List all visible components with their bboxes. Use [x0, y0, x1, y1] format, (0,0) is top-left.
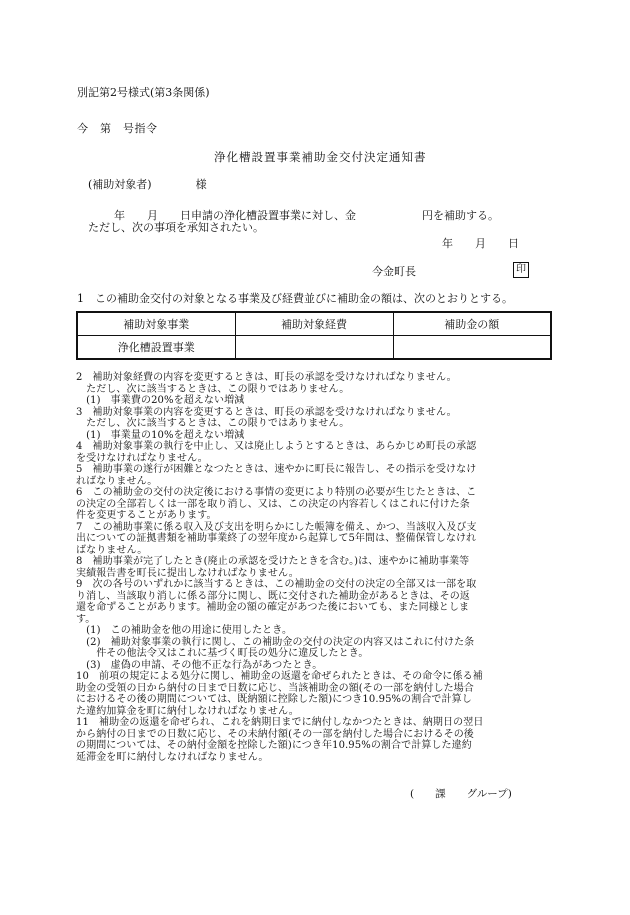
clause-line: (1) 事業費の20%を超えない増減 — [76, 395, 245, 406]
clause-line: 実績報告書を町長に提出しなければなりません。 — [76, 567, 299, 579]
mayor-signature: 今金町長 — [372, 265, 416, 278]
clause-line: 出についての証拠書類を補助事業終了の翌年度から起算して5年間は、整備保管しなけれ — [76, 533, 477, 544]
clause-line: ばなりません。 — [76, 544, 148, 556]
cell-amount — [393, 336, 551, 360]
clause-line: 6 この補助金の交付の決定後における事情の変更により特別の必要が生じたときは、こ — [76, 487, 477, 498]
grant-table — [76, 311, 552, 360]
header-target-expense: 補助対象経費 — [235, 312, 393, 336]
clause-line: の期間については、その納付金額を控除した額)につき年10.95%の割合で計算した違約 — [76, 740, 472, 751]
form-label: 別記第2号様式(第3条関係) — [77, 86, 210, 99]
cell-project: 浄化槽設置事業 — [77, 336, 235, 360]
clause-line: 延滞金を町に納付しなければなりません。 — [76, 751, 269, 763]
department-footer: ( 課 グループ) — [410, 788, 512, 800]
clause-line: 11 補助金の返還を命ぜられ、これを納期日までに納付しなかつたときは、納期日の翌日 — [76, 717, 484, 728]
seal-mark: 印 — [513, 262, 529, 278]
clause-line: 5 補助事業の遂行が困難となつたときは、速やかに町長に報告し、その指示を受けなけ — [76, 464, 477, 475]
clause-line: 還を命ずることがあります。補助金の額の確定があつた後においても、また同様としま — [76, 602, 470, 613]
table-header-row — [77, 312, 551, 336]
clause-line: の決定の全部若しくは一部を取り消し、又は、この決定の内容若しくはこれに付けた条 — [76, 498, 470, 510]
clause-line: から納付の日までの日数に応じ、その未納付額(その一部を納付した場合におけるその後 — [76, 728, 474, 740]
clause-line: 助金の受領の日から納付の日まで日数に応じ、当該補助金の額(その一部を納付した場合 — [76, 682, 474, 694]
clause-line: を受けなければなりません。 — [76, 452, 208, 464]
clause-line: 件を変更することがあります。 — [76, 510, 217, 521]
clause-line: 3 補助対象事業の内容を変更するときは、町長の承認を受けなければなりません。 — [76, 406, 457, 418]
clause-line: ればなりません。 — [76, 475, 158, 487]
clause-line: た違約加算金を町に納付しなければなりません。 — [76, 705, 299, 717]
clause-line: 7 この補助事業に係る収入及び支出を明らかにした帳簿を備え、かつ、当該収入及び支 — [76, 521, 477, 533]
document-title: 浄化槽設置事業補助金交付決定通知書 — [214, 150, 427, 164]
clause-line: 件その他法令又はこれに基づく町長の処分に違反したとき。 — [76, 648, 369, 659]
grant-statement: 年 月 日申請の浄化槽設置事業に対し、金 円を補助する。 — [114, 209, 499, 222]
clause-line: (2) 補助対象事業の執行に関し、この補助金の交付の決定の内容又はこれに付けた条 — [76, 636, 475, 648]
clause-line: (3) 虚偽の申請、その他不正な行為があつたとき。 — [76, 659, 323, 671]
clause-line: におけるその後の期間については、既納額に控除した額)につき10.95%の割合で計算し — [76, 694, 472, 705]
clause-line: 2 補助対象経費の内容を変更するときは、町長の承認を受けなければなりません。 — [76, 372, 457, 383]
clause-line: 10 前項の規定による処分に関し、補助金の返還を命ぜられたときは、その命令に係る補 — [76, 671, 483, 682]
issue-date: 年 月 日 — [442, 237, 519, 250]
clause-line: す。 — [76, 613, 96, 625]
table-row — [77, 336, 551, 360]
clause-line: (1) 事業量の10%を超えない増減 — [76, 429, 245, 441]
clause-line: ただし、次に該当するときは、この限りではありません。 — [76, 418, 350, 429]
cell-expense — [235, 336, 393, 360]
clause-line: 4 補助対象事業の執行を中止し、又は廃止しようとするときは、あらかじめ町長の承認 — [76, 441, 477, 452]
clause-line: 8 補助事業が完了したとき(廃止の承認を受けたときを含む。)は、速やかに補助事業等 — [76, 556, 470, 567]
clause-line: り消し、当該取り消しに係る部分に関し、既に交付された補助金があるときは、その返 — [76, 590, 470, 602]
header-grant-amount: 補助金の額 — [393, 312, 551, 336]
header-target-project: 補助対象事業 — [77, 312, 235, 336]
proviso-statement: ただし、次の事項を承知されたい。 — [88, 221, 264, 234]
document-number: 今 第 号指令 — [77, 122, 158, 135]
clause-line: (1) この補助金を他の用途に使用したとき。 — [76, 625, 293, 636]
clause-line: 9 次の各号のいずれかに該当するときは、この補助金の交付の決定の全部又は一部を取 — [76, 579, 477, 590]
clauses-list — [76, 371, 554, 762]
clause-1: 1 この補助金交付の対象となる事業及び経費並びに補助金の額は、次のとおりとする。 — [77, 292, 513, 305]
recipient-line: (補助対象者) 様 — [88, 178, 207, 191]
clause-line: ただし、次に該当するときは、この限りではありません。 — [76, 383, 350, 395]
